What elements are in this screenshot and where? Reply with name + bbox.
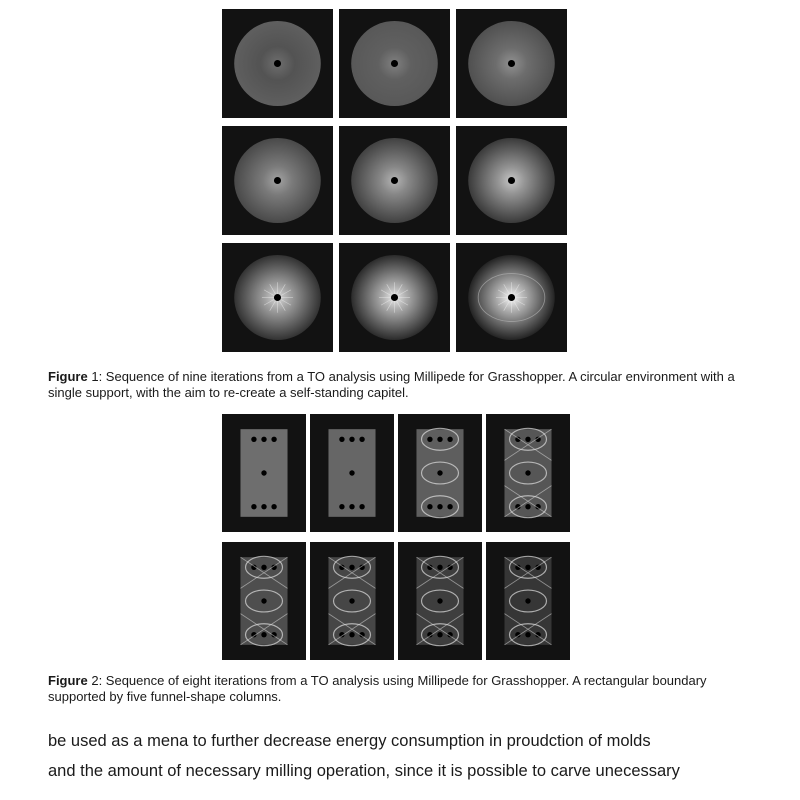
figure-2-image-grid bbox=[222, 414, 570, 660]
figure-2-caption-text: : Sequence of eight iterations from a TO analysis using Millipede for Grasshopper. A rectangular boundary supported by five funnel-shape columns. bbox=[48, 673, 707, 704]
figure-1-iteration-2 bbox=[339, 9, 450, 118]
figure-2-iteration-5 bbox=[222, 542, 306, 660]
figure-2-iteration-1 bbox=[222, 414, 306, 532]
figure-2-iteration-2 bbox=[310, 414, 394, 532]
figure-1-iteration-9 bbox=[456, 243, 567, 352]
figure-1-iteration-7 bbox=[222, 243, 333, 352]
figure-1-iteration-3 bbox=[456, 9, 567, 118]
figure-1-iteration-4 bbox=[222, 126, 333, 235]
body-line-1: be used as a mena to further decrease energy consumption in proudction of molds bbox=[48, 732, 651, 750]
figure-1-iteration-1 bbox=[222, 9, 333, 118]
figure-1-caption bbox=[48, 369, 753, 401]
figure-2-iteration-6 bbox=[310, 542, 394, 660]
figure-2-iteration-7 bbox=[398, 542, 482, 660]
figure-1-label: Figure bbox=[48, 369, 88, 384]
figure-1-iteration-5 bbox=[339, 126, 450, 235]
figure-2-number: 2 bbox=[87, 673, 99, 688]
figure-1-caption-text: : Sequence of nine iterations from a TO analysis using Millipede for Grasshopper. A circular environment with a single support, with the aim to re-create a self-standing capitel. bbox=[48, 369, 735, 400]
body-line-2: and the amount of necessary milling operation, since it is possible to carve unecessary bbox=[48, 762, 680, 780]
body-paragraph bbox=[48, 726, 753, 786]
figure-2-iteration-4 bbox=[486, 414, 570, 532]
figure-1-iteration-6 bbox=[456, 126, 567, 235]
figure-2-iteration-3 bbox=[398, 414, 482, 532]
figure-2-caption bbox=[48, 673, 753, 705]
figure-1-number: 1 bbox=[87, 369, 99, 384]
figure-2-iteration-8 bbox=[486, 542, 570, 660]
figure-2-label: Figure bbox=[48, 673, 88, 688]
figure-1-image-grid bbox=[222, 9, 567, 352]
figure-1-iteration-8 bbox=[339, 243, 450, 352]
